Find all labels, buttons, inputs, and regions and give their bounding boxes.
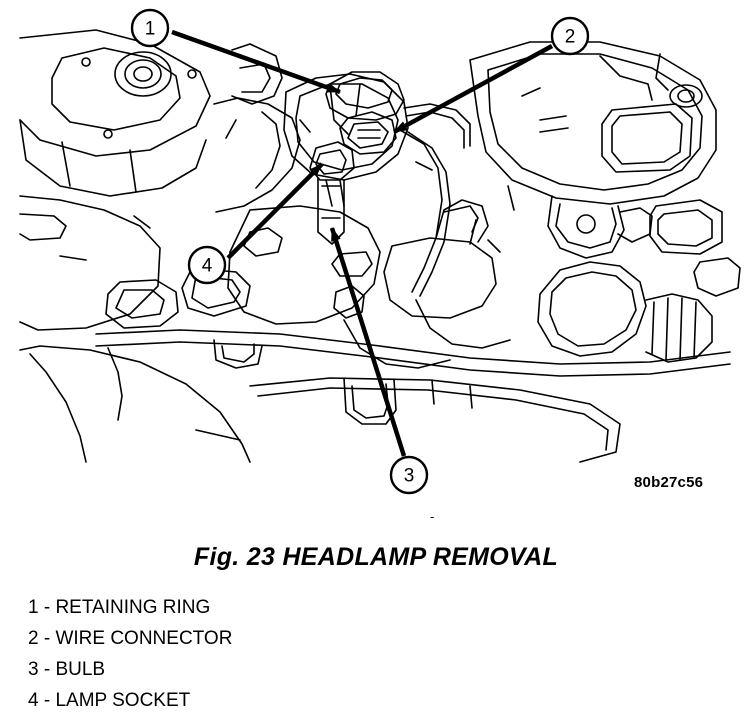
image-code-label: 80b27c56: [634, 474, 704, 491]
legend-item: 2 - WIRE CONNECTOR: [28, 628, 233, 649]
callout-number-2: 2: [564, 26, 576, 48]
callout-marker-1: [132, 10, 168, 46]
figure-caption: Fig. 23 HEADLAMP REMOVAL: [193, 543, 559, 571]
callout-marker-4: [189, 247, 225, 283]
legend-item: 1 - RETAINING RING: [28, 597, 211, 618]
callout-leader-lines: [172, 32, 552, 456]
legend-item: 4 - LAMP SOCKET: [28, 690, 191, 711]
callout-number-1: 1: [144, 18, 156, 40]
legend-item: 3 - BULB: [28, 659, 106, 680]
callout-marker-2: [552, 18, 588, 54]
callout-number-4: 4: [201, 255, 213, 277]
callout-marker-3: [391, 457, 427, 493]
figure-legend: [28, 592, 728, 716]
center-dash-mark: -: [430, 509, 435, 524]
callout-markers: [132, 10, 588, 493]
callout-number-3: 3: [403, 465, 415, 487]
